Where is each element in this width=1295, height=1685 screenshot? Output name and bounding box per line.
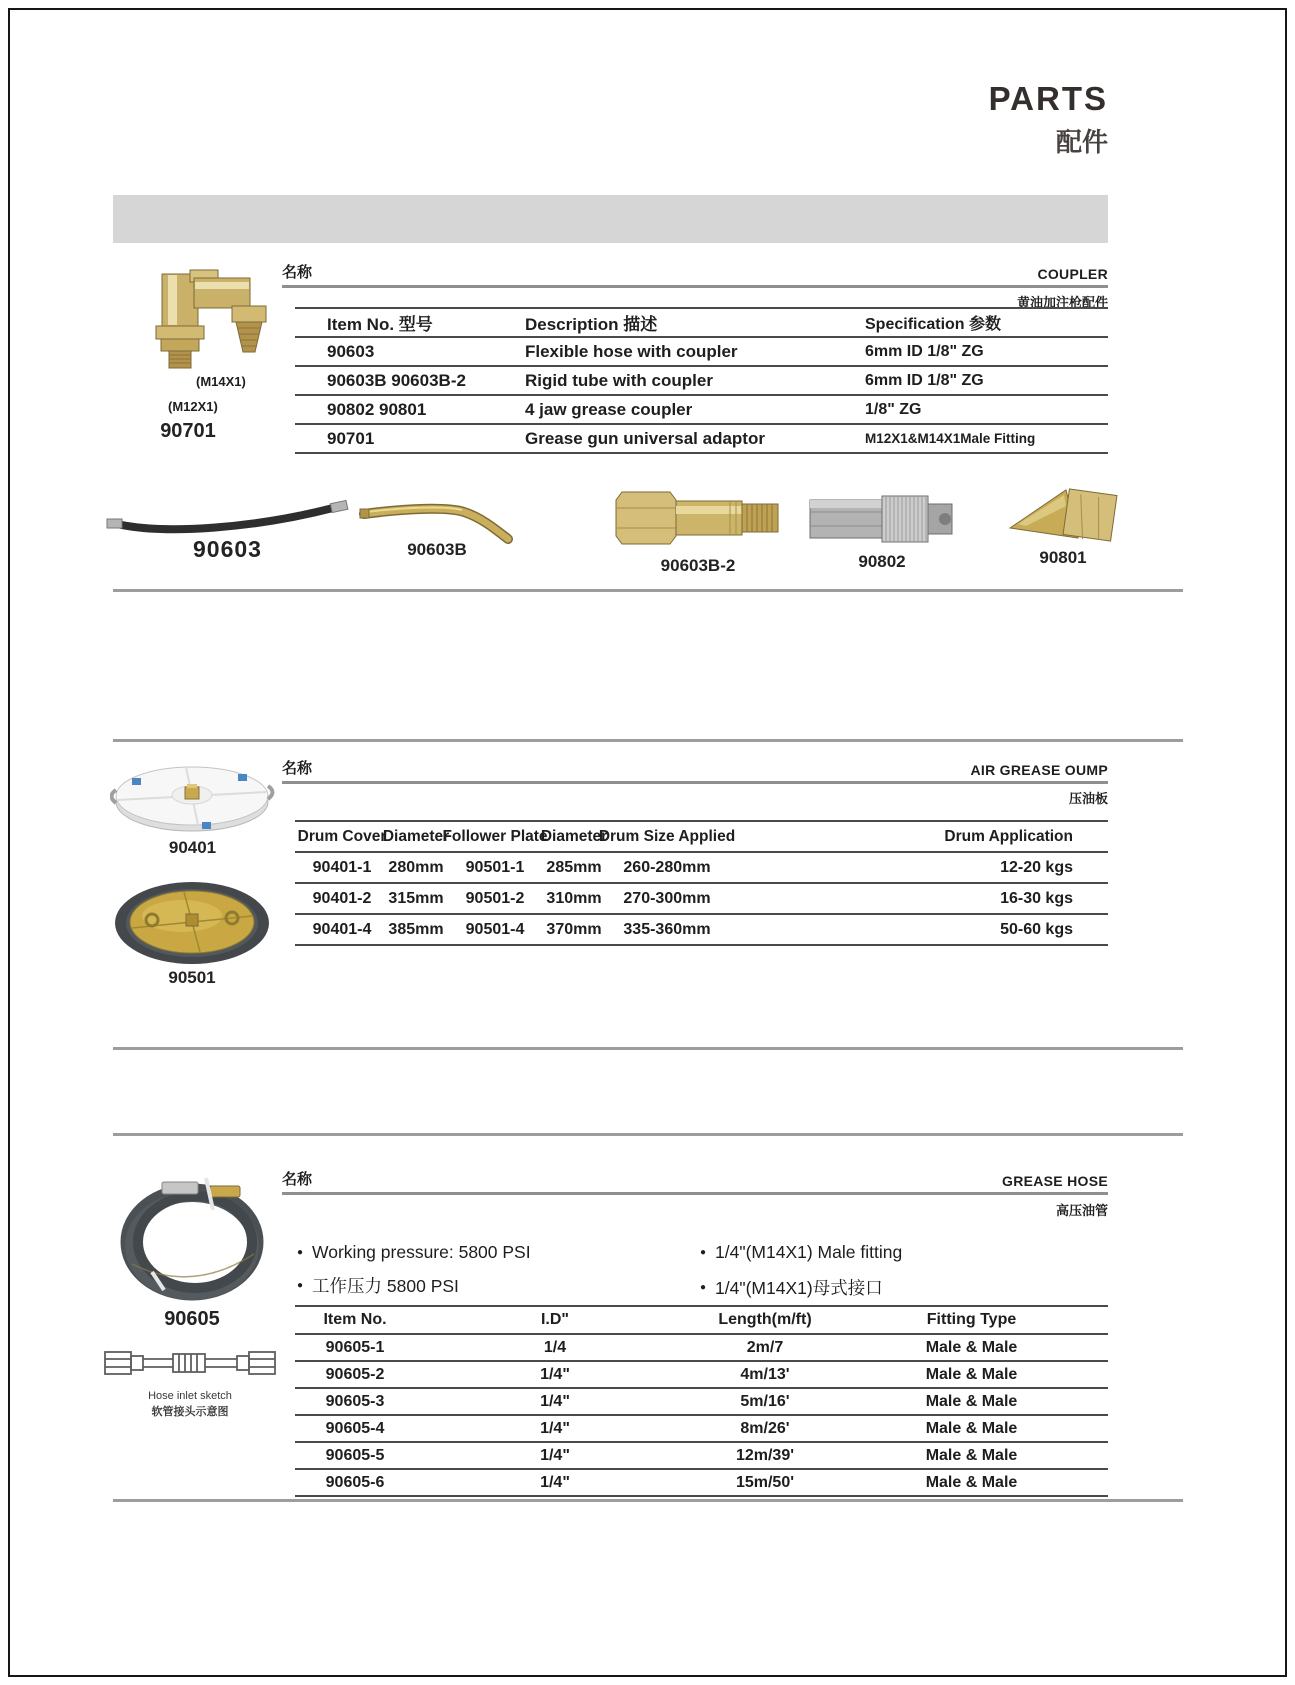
cell-fitting-type: Male & Male [925,1419,1018,1437]
bullet-dot-icon: ● [700,1282,707,1293]
section-title: COUPLER [1037,266,1108,282]
col-header-fitting-type: Fitting Type [926,1311,1017,1328]
product-photo-90701 [128,268,280,374]
cell-follower-plate: 90501-2 [465,889,525,907]
spec-bullet-text: 工作压力 5800 PSI [312,1276,459,1296]
section-header-row [282,752,1108,784]
table-row [295,882,1108,913]
cell-specification: 6mm ID 1/8" ZG [865,371,984,389]
cell-drum-cover: 90401-2 [312,889,372,907]
product-photo-90401 [110,756,275,838]
cell-fitting-type: Male & Male [925,1392,1018,1410]
product-photo-90605 [112,1168,272,1303]
cell-description: Grease gun universal adaptor [525,428,765,448]
table-row [295,1387,1108,1414]
col-header-description: Description 描述 [525,315,658,334]
grease-hose-table [295,1305,1108,1497]
cell-drum-size: 270-300mm [623,889,711,907]
cell-diameter: 385mm [388,920,444,938]
section-subtitle-zh: 黄油加注枪配件 [1016,295,1108,310]
cell-item-no: 90701 [327,428,375,448]
cell-id: 1/4 [543,1338,567,1356]
sketch-caption-en: Hose inlet sketch [148,1390,232,1402]
cell-drum-cover: 90401-4 [312,920,372,938]
cell-item-no: 90605-2 [325,1365,385,1383]
cell-item-no: 90605-1 [325,1338,385,1356]
section-divider [113,1133,1183,1136]
col-header-drum-cover: Drum Cover [297,827,387,845]
table-row [295,1360,1108,1387]
section-subtitle-zh: 高压油管 [1055,1203,1108,1218]
cell-specification: 6mm ID 1/8" ZG [865,342,984,360]
cell-fitting-type: Male & Male [925,1365,1018,1383]
cell-id: 1/4" [540,1419,570,1437]
section-subtitle-zh: 压油板 [1068,791,1108,806]
cell-item-no: 90603 [327,341,375,361]
table-row [295,1333,1108,1360]
cell-drum-application: 16-30 kgs [1000,889,1073,907]
section-header-row [282,254,1108,288]
cell-id: 1/4" [540,1392,570,1410]
cell-specification: M12X1&M14X1Male Fitting [865,431,1036,446]
table-row [295,423,1108,452]
spec-bullet [700,1275,883,1300]
cell-item-no: 90605-5 [325,1446,385,1464]
cell-drum-size: 260-280mm [623,858,711,876]
table-header-row [295,820,1108,851]
table-row [295,365,1108,394]
cell-id: 1/4" [540,1365,570,1383]
bullet-dot-icon: ● [297,1280,304,1291]
col-header-diameter-2: Diameter [540,827,608,845]
table-row [295,1468,1108,1495]
sketch-caption-zh: 软管接头示意图 [151,1406,229,1418]
cell-id: 1/4" [540,1473,570,1491]
product-photo-90603 [105,498,350,540]
col-header-item-no: Item No. 型号 [327,315,433,334]
cell-length: 8m/26' [740,1419,790,1437]
cell-length: 2m/7 [746,1338,784,1356]
table-row [295,851,1108,882]
section-divider [113,1499,1183,1502]
section-divider [113,739,1183,742]
cell-diameter-2: 285mm [546,858,602,876]
thread-size-label-m14: (M14X1) [196,374,246,389]
table-row [295,394,1108,423]
cell-length: 15m/50' [735,1473,795,1491]
cell-length: 4m/13' [740,1365,790,1383]
table-header-row [295,307,1108,336]
spec-bullet-text: 1/4"(M14X1)母式接口 [715,1278,883,1298]
cell-diameter-2: 310mm [546,889,602,907]
product-photo-90802 [806,490,958,548]
table-row [295,336,1108,365]
spec-bullet [297,1273,459,1298]
section-divider [113,589,1183,592]
air-grease-table [295,820,1108,946]
spec-bullet-text: Working pressure: 5800 PSI [312,1242,531,1262]
product-photo-90603B [358,494,516,544]
cell-description: 4 jaw grease coupler [525,399,693,419]
col-header-diameter: Diameter [382,827,450,845]
cell-item-no: 90603B 90603B-2 [327,370,466,390]
cell-drum-application: 12-20 kgs [1000,858,1073,876]
section-banner [113,195,1108,243]
product-label-90603: 90603 [193,536,262,562]
cell-diameter-2: 370mm [546,920,602,938]
spec-bullet [297,1242,531,1263]
cell-item-no: 90802 90801 [327,399,427,419]
cell-drum-size: 335-360mm [623,920,711,938]
bullet-dot-icon: ● [700,1247,707,1258]
cell-follower-plate: 90501-4 [465,920,525,938]
cell-fitting-type: Male & Male [925,1446,1018,1464]
cell-item-no: 90605-6 [325,1473,385,1491]
product-label-90605: 90605 [164,1308,220,1330]
cell-drum-cover: 90401-1 [312,858,372,876]
section-header-row [282,1163,1108,1195]
table-row [295,1414,1108,1441]
cell-description: Flexible hose with coupler [525,341,738,361]
table-header-row [295,1305,1108,1333]
table-row [295,913,1108,944]
cell-specification: 1/8" ZG [865,400,922,418]
product-photo-90501 [112,878,272,968]
product-label-90801: 90801 [1039,548,1087,567]
product-label-90701: 90701 [160,420,216,442]
col-header-drum-size: Drum Size Applied [598,827,736,845]
cell-description: Rigid tube with coupler [525,370,713,390]
col-header-follower-plate: Follower Plate [442,827,548,845]
bullet-dot-icon: ● [297,1247,304,1258]
spec-bullet [700,1242,902,1263]
name-label: 名称 [282,1171,313,1188]
col-header-drum-application: Drum Application [944,827,1073,845]
col-header-length: Length(m/ft) [718,1311,812,1328]
section-divider [113,1047,1183,1050]
cell-fitting-type: Male & Male [925,1473,1018,1491]
cell-item-no: 90605-3 [325,1392,385,1410]
cell-item-no: 90605-4 [325,1419,385,1437]
col-header-id: I.D" [540,1311,570,1328]
product-photo-90801 [1006,486,1120,544]
hose-inlet-sketch [103,1342,277,1386]
product-label-90603B-2: 90603B-2 [660,556,736,575]
coupler-table [295,307,1108,454]
cell-length: 5m/16' [740,1392,790,1410]
product-label-90401: 90401 [168,838,217,857]
table-row [295,1441,1108,1468]
cell-diameter: 315mm [388,889,444,907]
product-photo-90603B-2 [612,486,784,550]
cell-diameter: 280mm [388,858,444,876]
name-label: 名称 [282,760,313,777]
cell-drum-application: 50-60 kgs [1000,920,1073,938]
page-title-zh: 配件 [1055,127,1108,157]
section-title: GREASE HOSE [1002,1173,1108,1189]
name-label: 名称 [282,264,313,281]
cell-follower-plate: 90501-1 [465,858,525,876]
product-label-90501: 90501 [168,968,216,987]
col-header-item-no: Item No. [323,1311,387,1328]
section-title: AIR GREASE OUMP [970,762,1108,778]
cell-id: 1/4" [540,1446,570,1464]
page-title: PARTS [988,80,1108,117]
thread-size-label-m12: (M12X1) [168,399,218,414]
product-label-90802: 90802 [858,552,906,571]
cell-length: 12m/39' [735,1446,795,1464]
col-header-specification: Specification 参数 [865,316,1002,333]
spec-bullet-text: 1/4"(M14X1) Male fitting [715,1242,903,1262]
cell-fitting-type: Male & Male [925,1338,1018,1356]
product-label-90603B: 90603B [407,540,467,559]
